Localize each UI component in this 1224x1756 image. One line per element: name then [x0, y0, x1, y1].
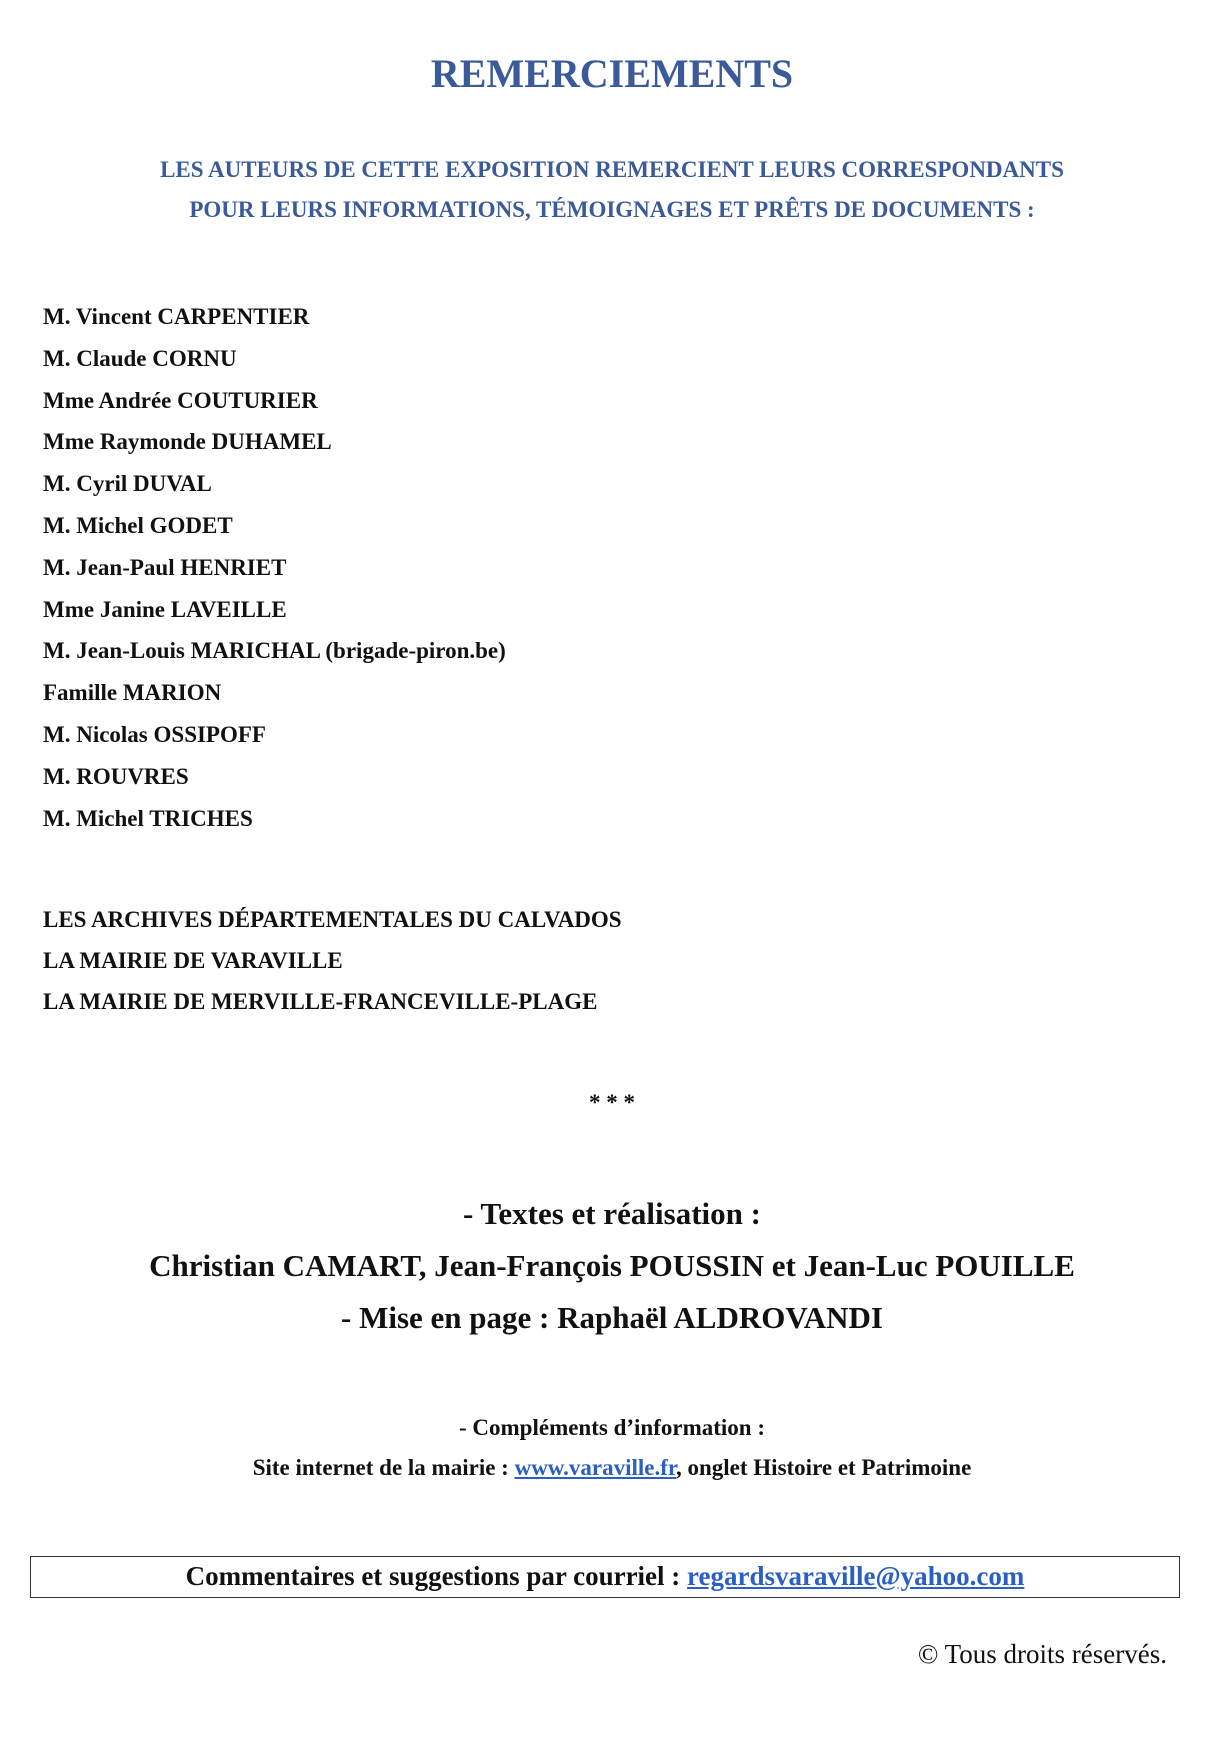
contact-prefix: Commentaires et suggestions par courriel : [185, 1561, 688, 1591]
list-item: M. Claude CORNU [43, 345, 237, 371]
people-list [43, 296, 506, 839]
intro-line-1: LES AUTEURS DE CETTE EXPOSITION REMERCIENT LEURS CORRESPONDANTS [160, 157, 1064, 182]
list-item: Mme Andrée COUTURIER [43, 387, 318, 413]
section-separator: * * * [589, 1090, 635, 1115]
list-item: M. Michel TRICHES [43, 805, 253, 831]
website-link[interactable]: www.varaville.fr [514, 1455, 676, 1480]
list-item: Famille MARION [43, 680, 222, 706]
info-block [0, 1408, 1224, 1488]
list-item: M. Vincent CARPENTIER [43, 304, 310, 329]
info-suffix: , onglet Histoire et Patrimoine [675, 1455, 972, 1480]
list-item: M. Cyril DUVAL [43, 471, 212, 497]
credits-heading: - Textes et réalisation : [463, 1196, 761, 1231]
list-item: M. Jean-Louis MARICHAL (brigade-piron.be) [43, 638, 506, 664]
credits-block [0, 1188, 1224, 1344]
organizations-list [43, 899, 622, 1022]
list-item: M. Jean-Paul HENRIET [43, 554, 287, 580]
list-item: Mme Janine LAVEILLE [43, 596, 287, 622]
info-line [0, 1448, 1224, 1488]
email-link[interactable]: regardsvaraville@yahoo.com [687, 1561, 1025, 1591]
page-title: REMERCIEMENTS [430, 51, 794, 96]
copyright-notice: © Tous droits réservés. [917, 1639, 1167, 1669]
credits-authors: Christian CAMART, Jean-François POUSSIN et Jean-Luc POUILLE [149, 1248, 1075, 1283]
list-item: LA MAIRIE DE MERVILLE-FRANCEVILLE-PLAGE [43, 989, 598, 1014]
list-item: LA MAIRIE DE VARAVILLE [43, 948, 343, 973]
intro-text [0, 150, 1224, 230]
list-item: Mme Raymonde DUHAMEL [43, 429, 332, 455]
info-prefix: Site internet de la mairie : [252, 1455, 515, 1480]
intro-line-2: POUR LEURS INFORMATIONS, TÉMOIGNAGES ET PRÊTS DE DOCUMENTS : [189, 197, 1035, 222]
info-heading: - Compléments d’information : [459, 1415, 765, 1440]
list-item: LES ARCHIVES DÉPARTEMENTALES DU CALVADOS [43, 907, 622, 932]
contact-box [30, 1556, 1180, 1598]
credits-layout: - Mise en page : Raphaël ALDROVANDI [341, 1300, 883, 1335]
list-item: M. Nicolas OSSIPOFF [43, 721, 266, 747]
list-item: M. ROUVRES [43, 763, 189, 789]
list-item: M. Michel GODET [43, 512, 233, 538]
